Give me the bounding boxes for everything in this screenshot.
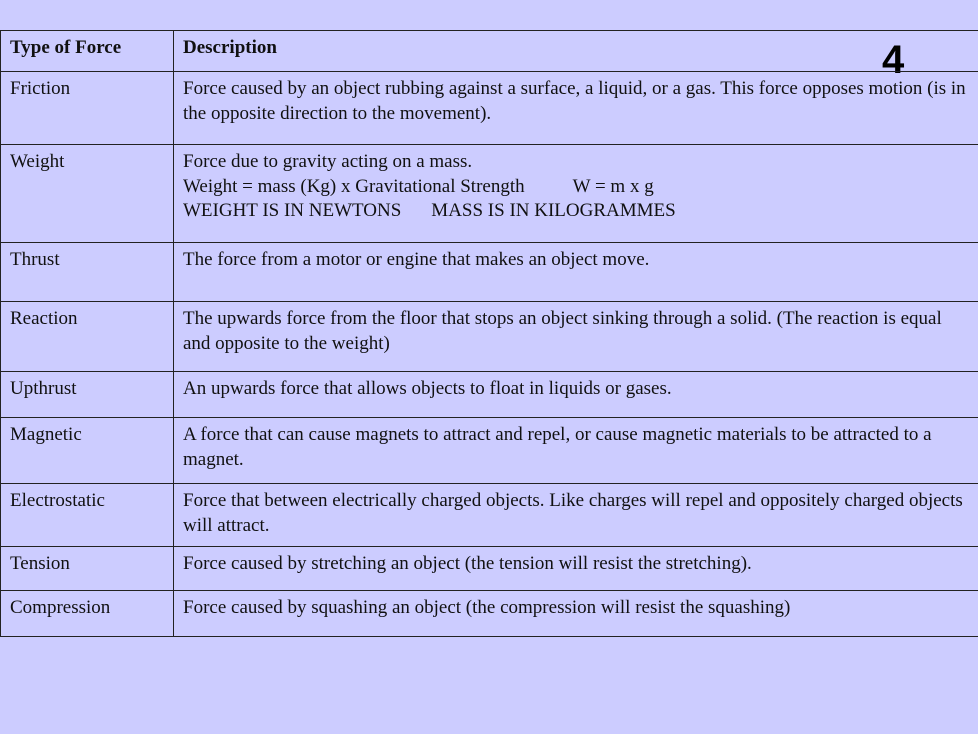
header-description: Description [174, 31, 978, 72]
weight-description-line: Force due to gravity acting on a mass. [183, 151, 473, 172]
weight-formula-symbols: W = m x g [572, 175, 654, 197]
weight-units-newtons: WEIGHT IS IN NEWTONS [183, 200, 402, 221]
table-row-friction [1, 72, 978, 145]
table-row-magnetic [1, 418, 978, 484]
table-row-thrust [1, 243, 978, 302]
force-description: The upwards force from the floor that stops an object sinking through a solid. (The reaction is equal and opposite to the weight) [174, 302, 978, 372]
weight-formula-line [183, 175, 969, 200]
force-type: Electrostatic [1, 484, 174, 547]
force-description: Force caused by an object rubbing against a surface, a liquid, or a gas. This force opposes motion (is in the opposite direction to the movement). [174, 72, 978, 145]
force-type: Compression [1, 591, 174, 637]
force-description: Force that between electrically charged objects. Like charges will repel and oppositely charged objects will attract. [174, 484, 978, 547]
table-row-tension [1, 547, 978, 591]
force-type: Magnetic [1, 418, 174, 484]
forces-table [0, 30, 978, 637]
weight-formula-words: Weight = mass (Kg) x Gravitational Strength [183, 175, 525, 197]
weight-units-line [183, 199, 969, 224]
force-description: The force from a motor or engine that makes an object move. [174, 243, 978, 302]
table-row-electrostatic [1, 484, 978, 547]
force-description: Force caused by squashing an object (the compression will resist the squashing) [174, 591, 978, 637]
force-type: Weight [1, 145, 174, 243]
force-type: Reaction [1, 302, 174, 372]
table-row-weight [1, 145, 978, 243]
mass-units-kilogrammes: MASS IS IN KILOGRAMMES [431, 200, 676, 221]
force-type: Friction [1, 72, 174, 145]
force-type: Thrust [1, 243, 174, 302]
force-type: Upthrust [1, 372, 174, 418]
force-description: Force caused by stretching an object (the tension will resist the stretching). [174, 547, 978, 591]
table-header-row [1, 31, 978, 72]
table-row-compression [1, 591, 978, 637]
slide-number: 4 [882, 38, 905, 82]
header-type-of-force: Type of Force [1, 31, 174, 72]
force-description [174, 145, 978, 243]
force-description: A force that can cause magnets to attract and repel, or cause magnetic materials to be attracted to a magnet. [174, 418, 978, 484]
table-row-reaction [1, 302, 978, 372]
force-description: An upwards force that allows objects to float in liquids or gases. [174, 372, 978, 418]
table-row-upthrust [1, 372, 978, 418]
force-type: Tension [1, 547, 174, 591]
